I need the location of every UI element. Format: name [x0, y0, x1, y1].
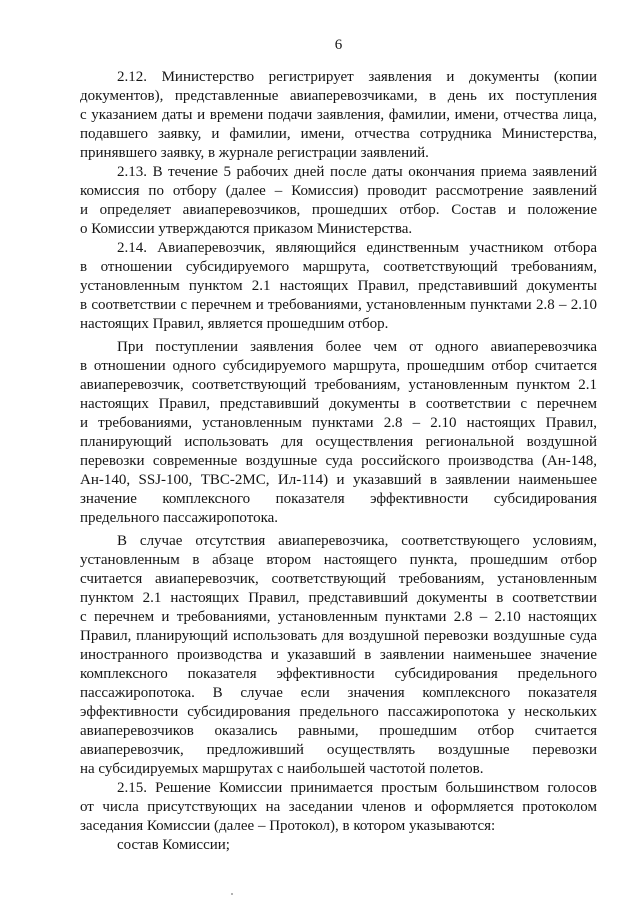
text-line: предельного пассажиропотока. [80, 510, 279, 526]
text-line: значение комплексного показателя эффективности субсидирования [80, 491, 597, 507]
text-line: В случае отсутствия авиаперевозчика, соответствующего условиям, [117, 533, 597, 549]
text-line: Правил, планирующий использовать для воздушной перевозки воздушные суда [80, 628, 597, 644]
text-line: в соответствии с перечнем и требованиями, установленным пунктами 2.8 – 2.10 [80, 297, 597, 313]
text-line: перевозки современные воздушные суда российского производства (Ан-148, [80, 453, 597, 469]
text-line: подавшего заявку, и фамилии, имени, отчества сотрудника Министерства, [80, 126, 597, 142]
document-body [80, 68, 597, 855]
text-line: комплексного показателя эффективности субсидирования предельного [80, 666, 597, 682]
text-line: При поступлении заявления более чем от одного авиаперевозчика [117, 339, 597, 355]
text-line: настоящих Правил, представивший документы в соответствии с перечнем [80, 396, 597, 412]
text-line: заседания Комиссии (далее – Протокол), в котором указываются: [80, 818, 496, 834]
text-line: в отношении одного субсидируемого маршрута, прошедшим отбор считается [80, 358, 597, 374]
text-line: считается авиаперевозчик, соответствующий требованиям, установленным [80, 571, 597, 587]
text-line: документов), представленные авиаперевозчиками, в день их поступления [80, 88, 597, 104]
paragraph-2-12 [80, 68, 597, 163]
text-line: принявшего заявку, в журнале регистрации заявлений. [80, 145, 429, 161]
text-line: Ан-140, SSJ-100, ТВС-2МС, Ил-114) и указавший в заявлении наименьшее [80, 472, 597, 488]
text-line: 2.15. Решение Комиссии принимается простым большинством голосов [117, 780, 597, 796]
text-line: 2.13. В течение 5 рабочих дней после даты окончания приема заявлений [117, 164, 597, 180]
text-line: и требованиями, установленным пунктами 2.8 – 2.10 настоящих Правил, [80, 415, 597, 431]
text-line: и определяет авиаперевозчиков, прошедших отбор. Состав и положение [80, 202, 597, 218]
paragraph-2-15 [80, 779, 597, 836]
text-line: планирующий использовать для осуществления региональной воздушной [80, 434, 597, 450]
text-line: авиаперевозчик, соответствующий требованиям, установленным пунктом 2.1 [80, 377, 597, 393]
paragraph-2-14 [80, 239, 597, 334]
page-number: 6 [334, 37, 343, 53]
paragraph-2-14-part-2 [80, 338, 597, 528]
paragraph-2-14-part-3 [80, 532, 597, 779]
text-line: эффективности субсидирования предельного пассажиропотока у нескольких [80, 704, 597, 720]
text-line: пунктом 2.1 настоящих Правил, представивший документы в соответствии [80, 590, 597, 606]
text-line: иностранного производства и указавший в заявлении наименьшее значение [80, 647, 597, 663]
text-line: с перечнем и требованиями, установленным пунктами 2.8 – 2.10 настоящих [80, 609, 597, 625]
text-line: на субсидируемых маршрутах с наибольшей частотой полетов. [80, 761, 484, 777]
text-line: 2.12. Министерство регистрирует заявления и документы (копии [117, 69, 597, 85]
text-line: о Комиссии утверждаются приказом Министерства. [80, 221, 413, 237]
text-line: состав Комиссии; [117, 837, 230, 853]
text-line: комиссия по отбору (далее – Комиссия) проводит рассмотрение заявлений [80, 183, 597, 199]
scan-speck [231, 893, 233, 895]
text-line: настоящих Правил, является прошедшим отбор. [80, 316, 389, 332]
text-line: с указанием даты и времени подачи заявления, фамилии, имени, отчества лица, [80, 107, 597, 123]
text-line: 2.14. Авиаперевозчик, являющийся единственным участником отбора [117, 240, 597, 256]
paragraph-2-13 [80, 163, 597, 239]
text-line: пассажиропотока. В случае если значения комплексного показателя [80, 685, 597, 701]
text-line: установленным в абзаце втором настоящего пункта, прошедшим отбор [80, 552, 597, 568]
text-line: установленным пунктом 2.1 настоящих Правил, представивший документы [80, 278, 597, 294]
text-line: в отношении субсидируемого маршрута, соответствующий требованиям, [80, 259, 597, 275]
text-line: авиаперевозчиков оказались равными, прошедшим отбор считается [80, 723, 597, 739]
text-line: авиаперевозчик, предложивший осуществлять воздушные перевозки [80, 742, 597, 758]
list-item-commission-composition [80, 836, 597, 855]
text-line: от числа присутствующих на заседании членов и оформляется протоколом [80, 799, 597, 815]
